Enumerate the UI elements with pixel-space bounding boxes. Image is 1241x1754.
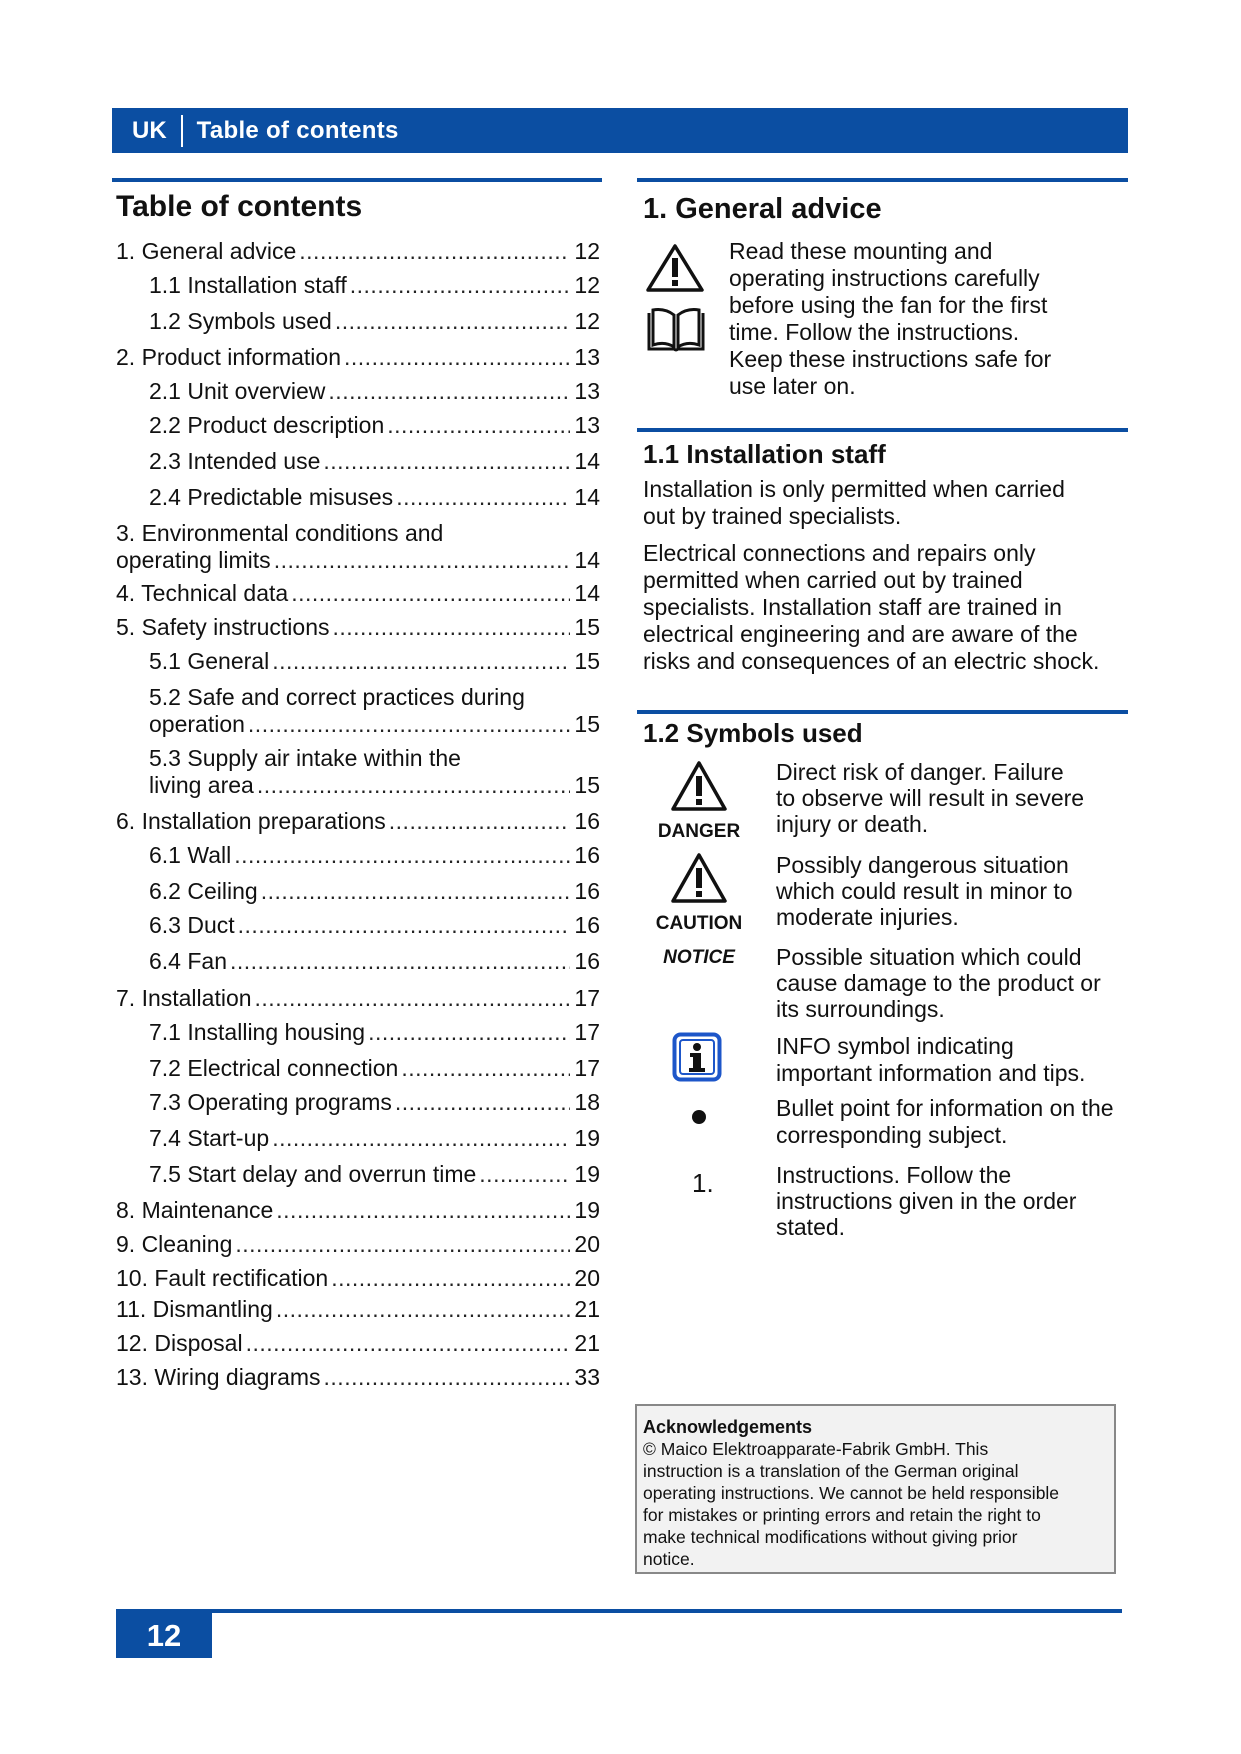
toc-entry[interactable] [149, 412, 600, 439]
toc-entry-label: 2.3 Intended use [149, 448, 321, 474]
installation-staff-line: Installation is only permitted when carried [643, 476, 1065, 502]
danger-text [776, 759, 1126, 837]
toc-entry-page: 15 [574, 648, 600, 674]
toc-dot-leader [272, 1125, 570, 1152]
toc-entry-page: 20 [574, 1231, 600, 1257]
toc-entry-label-line1: 5.2 Safe and correct practices during [149, 684, 525, 710]
toc-entry-page: 15 [574, 772, 600, 798]
instructions-line: stated. [776, 1214, 846, 1240]
toc-dot-leader [276, 1197, 570, 1224]
toc-entry[interactable] [149, 1089, 600, 1116]
toc-dot-leader [235, 1231, 570, 1258]
toc-entry[interactable] [149, 378, 600, 405]
toc-dot-leader [291, 580, 570, 607]
instructions-line: Instructions. Follow the [776, 1162, 1012, 1188]
installation-staff-para2 [643, 540, 1123, 675]
toc-entry-label: 6. Installation preparations [116, 808, 386, 834]
toc-entry[interactable] [149, 1125, 600, 1152]
toc-entry-page: 14 [574, 547, 600, 573]
toc-dot-leader [274, 547, 571, 574]
toc-entry-page: 14 [574, 484, 600, 510]
installation-staff-line: electrical engineering and are aware of the [643, 621, 1078, 647]
toc-entry[interactable] [116, 614, 600, 641]
toc-entry-label: 2.1 Unit overview [149, 378, 326, 404]
installation-staff-para1 [643, 476, 1123, 530]
toc-entry-label: 7.2 Electrical connection [149, 1055, 399, 1081]
right-column-rule [637, 178, 1128, 182]
toc-entry-page: 19 [574, 1197, 600, 1223]
acknowledgements-line: operating instructions. We cannot be held responsible [643, 1483, 1060, 1503]
toc-dot-leader [255, 985, 571, 1012]
toc-entry-label: 7.3 Operating programs [149, 1089, 392, 1115]
toc-entry-page: 19 [574, 1125, 600, 1151]
toc-entry[interactable] [149, 308, 600, 335]
acknowledgements-line: make technical modifications without giving prior [643, 1527, 1018, 1547]
bullet-line: corresponding subject. [776, 1122, 1008, 1148]
toc-entry-label: 1. General advice [116, 238, 297, 264]
toc-entry-label: 4. Technical data [116, 580, 289, 606]
toc-dot-leader [328, 378, 570, 405]
toc-entry-page: 16 [574, 912, 600, 938]
notice-text [776, 944, 1126, 1022]
bullet-text [776, 1095, 1126, 1149]
page-number: 12 [116, 1613, 212, 1658]
toc-dot-leader [246, 1330, 571, 1357]
toc-entry-page: 18 [574, 1089, 600, 1115]
manual-book-icon [645, 307, 707, 355]
installation-staff-line: specialists. Installation staff are trained in [643, 594, 1062, 620]
danger-line: Direct risk of danger. Failure [776, 759, 1064, 785]
toc-entry-page: 12 [574, 308, 600, 334]
instruction-number-symbol: 1. [692, 1168, 714, 1198]
general-advice-line: before using the fan for the first [729, 292, 1048, 318]
toc-entry-label-line1: 3. Environmental conditions and [116, 520, 444, 546]
info-icon [672, 1032, 722, 1082]
toc-entry-label: 1.1 Installation staff [149, 272, 347, 298]
toc-dot-leader [324, 1364, 571, 1391]
toc-entry[interactable] [149, 745, 600, 799]
toc-entry-page: 21 [574, 1296, 600, 1322]
toc-entry[interactable] [116, 1231, 600, 1258]
toc-entry-label: 2.4 Predictable misuses [149, 484, 394, 510]
toc-entry[interactable] [149, 1019, 600, 1046]
header-band [112, 108, 1128, 153]
toc-entry-page: 33 [574, 1364, 600, 1390]
caution-line: which could result in minor to [776, 878, 1073, 904]
caution-line: moderate injuries. [776, 904, 959, 930]
toc-entry[interactable] [116, 1364, 600, 1391]
toc-entry-label: operating limits [116, 547, 271, 573]
instructions-line: instructions given in the order [776, 1188, 1077, 1214]
toc-entry-label: 11. Dismantling [116, 1296, 273, 1322]
toc-entry[interactable] [149, 448, 600, 475]
toc-entry-page: 17 [574, 985, 600, 1011]
toc-entry-label: living area [149, 772, 254, 798]
toc-dot-leader [331, 1265, 570, 1292]
toc-entry[interactable] [116, 580, 600, 607]
toc-entry[interactable] [116, 520, 600, 574]
left-column-rule [112, 178, 602, 182]
toc-entry-label: 5. Safety instructions [116, 614, 330, 640]
toc-entry-label: 6.2 Ceiling [149, 878, 258, 904]
toc-dot-leader [479, 1161, 570, 1188]
installation-staff-line: Electrical connections and repairs only [643, 540, 1036, 566]
info-line: INFO symbol indicating [776, 1033, 1014, 1059]
toc-entry-label: 12. Disposal [116, 1330, 243, 1356]
toc-entry-label: 6.4 Fan [149, 948, 227, 974]
toc-entry[interactable] [116, 344, 600, 371]
toc-entry-page: 16 [574, 948, 600, 974]
danger-warning-icon [670, 760, 728, 812]
toc-entry[interactable] [149, 272, 600, 299]
installation-staff-heading: 1.1 Installation staff [643, 439, 886, 469]
toc-entry-page: 13 [574, 344, 600, 370]
header-title: Table of contents [196, 116, 399, 144]
acknowledgements-line: for mistakes or printing errors and retain the right to [643, 1505, 1041, 1525]
toc-entry-label: 2. Product information [116, 344, 342, 370]
toc-dot-leader [257, 772, 571, 799]
toc-heading: Table of contents [116, 190, 363, 223]
caution-text [776, 852, 1126, 930]
general-advice-line: Read these mounting and [729, 238, 993, 264]
toc-dot-leader [396, 484, 570, 511]
toc-entry-label: 6.3 Duct [149, 912, 235, 938]
installation-staff-line: out by trained specialists. [643, 503, 902, 529]
acknowledgements-line: © Maico Elektroapparate-Fabrik GmbH. This [643, 1439, 989, 1459]
symbols-heading: 1.2 Symbols used [643, 718, 863, 748]
toc-dot-leader [234, 842, 570, 869]
toc-entry-page: 16 [574, 842, 600, 868]
caution-line: Possibly dangerous situation [776, 852, 1069, 878]
toc-entry-page: 21 [574, 1330, 600, 1356]
notice-line: cause damage to the product or [776, 970, 1101, 996]
toc-dot-leader [323, 448, 570, 475]
general-advice-heading: 1. General advice [643, 193, 882, 225]
toc-dot-leader [276, 1296, 571, 1323]
acknowledgements-title: Acknowledgements [643, 1417, 813, 1437]
toc-entry-label: 8. Maintenance [116, 1197, 274, 1223]
toc-dot-leader [389, 808, 571, 835]
caution-label: CAUTION [655, 913, 743, 934]
warning-triangle-icon [645, 243, 705, 293]
toc-entry[interactable] [149, 912, 600, 939]
toc-entry[interactable] [116, 238, 600, 265]
toc-entry-label-line1: 5.3 Supply air intake within the [149, 745, 461, 771]
toc-dot-leader [350, 272, 571, 299]
toc-entry-page: 13 [574, 378, 600, 404]
toc-dot-leader [333, 614, 571, 641]
bullet-line: Bullet point for information on the [776, 1095, 1114, 1121]
toc-entry-label: 7.4 Start-up [149, 1125, 270, 1151]
toc-entry-label: 2.2 Product description [149, 412, 385, 438]
toc-entry[interactable] [149, 484, 600, 511]
footer-rule [116, 1609, 1122, 1613]
toc-entry-page: 14 [574, 448, 600, 474]
language-code: UK [132, 116, 167, 144]
toc-dot-leader [368, 1019, 570, 1046]
toc-dot-leader [344, 344, 570, 371]
toc-dot-leader [387, 412, 570, 439]
toc-entry-page: 19 [574, 1161, 600, 1187]
toc-entry-label: 5.1 General [149, 648, 270, 674]
general-advice-line: use later on. [729, 373, 856, 399]
toc-entry-page: 17 [574, 1055, 600, 1081]
instructions-text [776, 1162, 1126, 1240]
toc-entry[interactable] [116, 1197, 600, 1224]
caution-warning-icon [670, 852, 728, 904]
installation-staff-line: permitted when carried out by trained [643, 567, 1023, 593]
notice-line: its surroundings. [776, 996, 945, 1022]
general-advice-line: Keep these instructions safe for [729, 346, 1052, 372]
acknowledgements-box [635, 1404, 1116, 1574]
toc-entry-label: 13. Wiring diagrams [116, 1364, 321, 1390]
toc-entry-page: 20 [574, 1265, 600, 1291]
toc-entry[interactable] [149, 948, 600, 975]
toc-entry-label: 7. Installation [116, 985, 252, 1011]
toc-entry-page: 13 [574, 412, 600, 438]
notice-line: Possible situation which could [776, 944, 1082, 970]
toc-dot-leader [401, 1055, 570, 1082]
toc-entry-page: 16 [574, 878, 600, 904]
toc-entry-page: 14 [574, 580, 600, 606]
general-advice-line: operating instructions carefully [729, 265, 1040, 291]
toc-entry[interactable] [116, 808, 600, 835]
symbols-rule [637, 710, 1128, 714]
toc-entry-page: 12 [574, 238, 600, 264]
toc-entry-label: 10. Fault rectification [116, 1265, 329, 1291]
toc-entry-label: 6.1 Wall [149, 842, 232, 868]
danger-line: injury or death. [776, 811, 929, 837]
danger-line: to observe will result in severe [776, 785, 1085, 811]
toc-entry[interactable] [149, 1055, 600, 1082]
toc-entry-label: 7.1 Installing housing [149, 1019, 366, 1045]
toc-entry-label: 9. Cleaning [116, 1231, 233, 1257]
bullet-symbol-icon [692, 1110, 706, 1124]
toc-entry[interactable] [149, 684, 600, 738]
general-advice-line: time. Follow the instructions. [729, 319, 1020, 345]
toc-entry[interactable] [116, 1265, 600, 1292]
toc-entry-page: 12 [574, 272, 600, 298]
info-line: important information and tips. [776, 1060, 1086, 1086]
toc-dot-leader [335, 308, 571, 335]
toc-entry-label: operation [149, 711, 245, 737]
acknowledgements-line: instruction is a translation of the German original [643, 1461, 1019, 1481]
acknowledgements-line: notice. [643, 1549, 695, 1569]
toc-entry[interactable] [149, 878, 600, 905]
toc-dot-leader [272, 648, 570, 675]
toc-entry-label: 1.2 Symbols used [149, 308, 332, 334]
general-advice-text [729, 238, 1124, 400]
toc-dot-leader [230, 948, 570, 975]
toc-entry[interactable] [116, 1330, 600, 1357]
toc-entry-page: 17 [574, 1019, 600, 1045]
installation-staff-line: risks and consequences of an electric shock. [643, 648, 1100, 674]
toc-entry[interactable] [116, 1296, 600, 1323]
toc-entry[interactable] [116, 985, 600, 1012]
info-text [776, 1033, 1126, 1087]
toc-dot-leader [248, 711, 570, 738]
toc-dot-leader [238, 912, 571, 939]
toc-entry[interactable] [149, 842, 600, 869]
toc-dot-leader [299, 238, 570, 265]
toc-dot-leader [261, 878, 571, 905]
installation-staff-rule [637, 428, 1128, 432]
toc-entry-label: 7.5 Start delay and overrun time [149, 1161, 477, 1187]
notice-label: NOTICE [663, 947, 735, 968]
toc-entry-page: 16 [574, 808, 600, 834]
toc-entry-page: 15 [574, 614, 600, 640]
danger-label: DANGER [657, 821, 741, 842]
toc-entry-page: 15 [574, 711, 600, 737]
toc-dot-leader [395, 1089, 571, 1116]
toc-entry[interactable] [149, 648, 600, 675]
toc-entry[interactable] [149, 1161, 600, 1188]
